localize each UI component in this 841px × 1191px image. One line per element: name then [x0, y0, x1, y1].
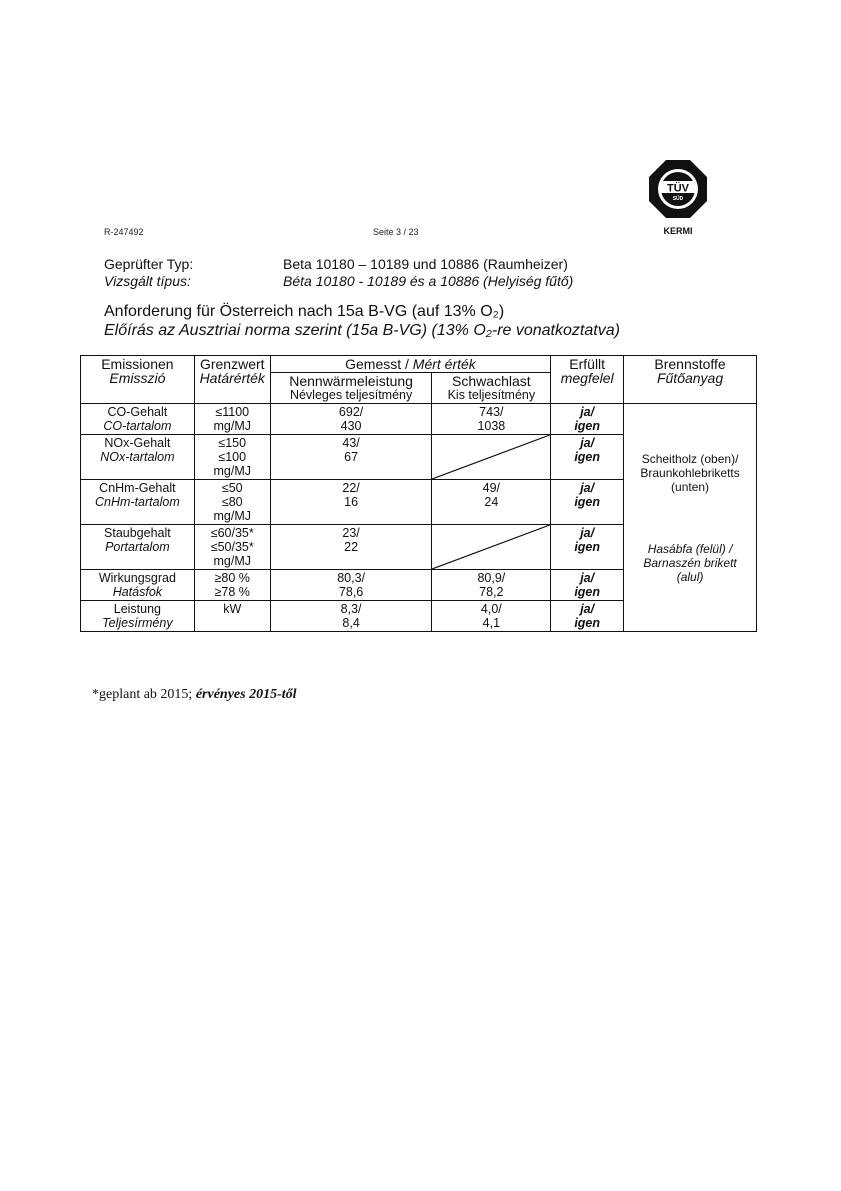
table-header-row [81, 356, 757, 373]
logo-subtext: SÜD [672, 196, 684, 202]
header-limit: Grenzwert Határérték [194, 356, 270, 404]
footnote-de: *geplant ab 2015; [92, 687, 193, 702]
type-label-de: Geprüfter Typ: [104, 256, 194, 272]
limit-value: kW [194, 601, 270, 632]
footnote-hu: érvényes 2015-től [195, 687, 297, 702]
nominal-value: 43/ 67 [270, 435, 432, 480]
fulfilled-value: ja/ igen [551, 525, 624, 570]
header-low-load: Schwachlast Kis teljesítmény [432, 373, 551, 404]
emission-name: Wirkungsgrad Hatásfok [81, 570, 195, 601]
brand-name: KERMI [663, 226, 693, 236]
requirement-hu: Előírás az Ausztriai norma szerint (15a B-VG) (13% O₂-re vonatkoztatva) [104, 322, 620, 339]
low-load-value: 743/ 1038 [432, 404, 551, 435]
emission-table [80, 355, 757, 632]
tuv-logo [641, 159, 715, 236]
nominal-value: 23/ 22 [270, 525, 432, 570]
emission-name: Staubgehalt Portartalom [81, 525, 195, 570]
fulfilled-value: ja/ igen [551, 570, 624, 601]
fulfilled-value: ja/ igen [551, 601, 624, 632]
requirement [104, 302, 620, 340]
nominal-value: 8,3/ 8,4 [270, 601, 432, 632]
limit-value: ≤150 ≤100 mg/MJ [194, 435, 270, 480]
header-emission: Emissionen Emisszió [81, 356, 195, 404]
fuel-cell [624, 404, 757, 632]
low-load-value: 80,9/ 78,2 [432, 570, 551, 601]
page-number: Seite 3 / 23 [373, 227, 419, 237]
header-nominal: Nennwärmeleistung Névleges teljesítmény [270, 373, 432, 404]
limit-value: ≤50 ≤80 mg/MJ [194, 480, 270, 525]
low-load-value: 4,0/ 4,1 [432, 601, 551, 632]
emission-name: Leistung Teljesírmény [81, 601, 195, 632]
header-fuel: Brennstoffe Fűtőanyag [624, 356, 757, 404]
type-value-hu: Béta 10180 - 10189 és a 10886 (Helyiség fűtő) [283, 273, 574, 289]
header-fulfilled: Erfüllt megfelel [551, 356, 624, 404]
fulfilled-value: ja/ igen [551, 404, 624, 435]
report-reference: R-247492 [104, 227, 144, 237]
emission-name: CnHm-Gehalt CnHm-tartalom [81, 480, 195, 525]
fulfilled-value: ja/ igen [551, 435, 624, 480]
diagonal-line [432, 435, 550, 479]
table-row [81, 404, 757, 435]
emission-name: CO-Gehalt CO-tartalom [81, 404, 195, 435]
type-labels [104, 256, 193, 290]
limit-value: ≤60/35* ≤50/35* mg/MJ [194, 525, 270, 570]
nominal-value: 22/ 16 [270, 480, 432, 525]
fuel-de: Scheitholz (oben)/ Braunkohlebriketts (unten) [640, 451, 740, 494]
nominal-value: 80,3/ 78,6 [270, 570, 432, 601]
diagonal-line [432, 525, 550, 569]
emission-name: NOx-Gehalt NOx-tartalom [81, 435, 195, 480]
fulfilled-value: ja/ igen [551, 480, 624, 525]
requirement-de: Anforderung für Österreich nach 15a B-VG (auf 13% O₂) [104, 303, 505, 320]
tuv-octagon-icon [648, 159, 708, 219]
type-values [283, 256, 573, 290]
low-load-empty [432, 525, 551, 570]
low-load-value: 49/ 24 [432, 480, 551, 525]
low-load-empty [432, 435, 551, 480]
footnote [92, 687, 297, 703]
nominal-value: 692/ 430 [270, 404, 432, 435]
limit-value: ≤1100 mg/MJ [194, 404, 270, 435]
limit-value: ≥80 % ≥78 % [194, 570, 270, 601]
logo-text: TÜV [667, 182, 689, 195]
header-measured: Gemesst / Mért érték [270, 356, 551, 373]
type-value-de: Beta 10180 – 10189 und 10886 (Raumheizer) [283, 256, 568, 272]
fuel-hu: Hasábfa (felül) / Barnaszén brikett (alul) [643, 541, 737, 584]
type-label-hu: Vizsgált típus: [104, 273, 191, 289]
